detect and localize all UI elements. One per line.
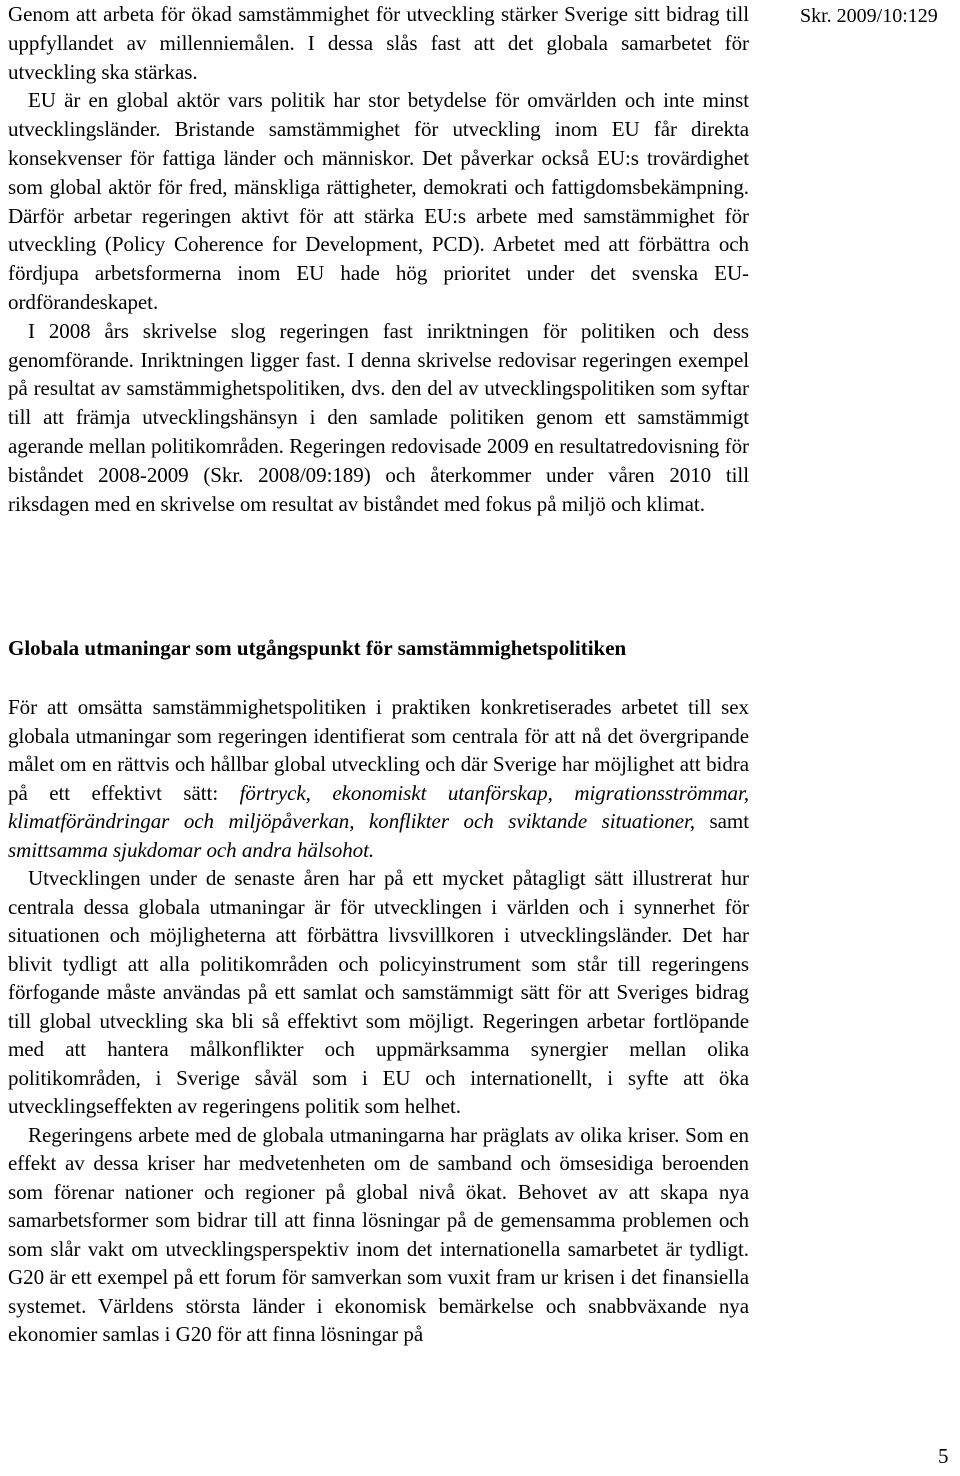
paragraph-crises: Regeringens arbete med de globala utmaningarna har präglats av olika kriser. Som en effekt av dessa kriser har medvetenheten om de samband och ömsesidiga beroenden som förenar nationer och regioner på global nivå ökat. Behovet av att skapa nya samarbetsformer som bidrar till att finna lösningar på de gemensamma problemen och som slår vakt om utvecklingsperspektiv inom det internationella samarbetet är tydligt. G20 är ett exempel på ett forum för samverkan som vuxit fram ur krisen i det finansiella systemet. Världens största länder i ekonomisk bemärkelse och snabbväxande nya ekonomier samlas i G20 för att finna lösningar på bbox=[8, 1122, 749, 1346]
section-heading: Globala utmaningar som utgångspunkt för samstämmighetspolitiken bbox=[8, 636, 627, 660]
paragraph-eu-global-actor: EU är en global aktör vars politik har stor betydelse för omvärlden och inte minst utvecklingsländer. Bristande samstämmighet för utveckling inom EU får direkta konsekvenser för fattiga länder och människor. Det påverkar också EU:s trovärdighet som global aktör för fred, mänskliga rättigheter, demokrati och fattigdomsbekämpning. Därför arbetar regeringen aktivt för att stärka EU:s arbete med samstämmighet för utveckling (Policy Coherence for Development, PCD). Arbetet med att förbättra och fördjupa arbetsformerna inom EU hade hög prioritet under det svenska EU-ordförandeskapet. bbox=[8, 88, 749, 314]
challenges-connector: samt bbox=[694, 809, 749, 833]
paragraph-six-challenges bbox=[8, 693, 749, 864]
paragraph-recent-development: Utvecklingen under de senaste åren har på ett mycket påtagligt sätt illustrerat hur centrala dessa globala utmaningar är för utvecklingen i världen och i synnerhet för situationen och möjligheterna att förbättra livsvillkoren i utvecklingsländer. Det har blivit tydligt att alla politikområden och policyinstrument som står till regeringens förfogande måste användas på ett samlat och samstämmigt sätt för att Sveriges bidrag till global utveckling ska bli så effektivt som möjligt. Regeringen arbetar fortlöpande med att hantera målkonflikter och uppmärksamma synergier mellan olika politikområden, i Sverige såväl som i EU och internationellt, i syfte att öka utvecklingseffekten av regeringens politik som helhet. bbox=[8, 866, 749, 1118]
global-challenges-section bbox=[8, 693, 749, 1349]
page-number: 5 bbox=[938, 1444, 949, 1468]
paragraph-millennium-goals: Genom att arbeta för ökad samstämmighet för utveckling stärker Sverige sitt bidrag till uppfyllandet av millenniemålen. I dessa slås fast att det globala samarbetet för utveckling ska stärkas. bbox=[8, 2, 749, 84]
challenges-list-b: smittsamma sjukdomar och andra hälsohot. bbox=[8, 837, 375, 862]
main-text-column bbox=[8, 0, 749, 1346]
document-reference-marker: Skr. 2009/10:129 bbox=[800, 5, 938, 27]
challenges-intro-text: För att omsätta samstämmighetspolitiken i praktiken konkretiserades arbetet till sex globala utmaningar som regeringen identifierat som centrala för att nå det övergripande målet om en rättvis och hållbar global utveckling och där Sverige har möjlighet att bidra på ett effektivt sätt: bbox=[8, 695, 749, 805]
paragraph-2008-report: I 2008 års skrivelse slog regeringen fast inriktningen för politiken och dess genomförande. Inriktningen ligger fast. I denna skrivelse redovisar regeringen exempel på resultat av samstämmighetspolitiken, dvs. den del av utvecklingspolitiken som syftar till att främja utvecklingshänsyn i den samlade politiken genom ett samstämmigt agerande mellan politikområden. Regeringen redovisade 2009 en resultatredovisning för biståndet 2008-2009 (Skr. 2008/09:189) och återkommer under våren 2010 till riksdagen med en skrivelse om resultat av biståndet med fokus på miljö och klimat. bbox=[8, 318, 749, 516]
challenges-list-a: förtryck, ekonomiskt utanförskap, migrationsströmmar, klimatförändringar och miljöpåverkan, konflikter och sviktande situationer, bbox=[8, 780, 749, 833]
